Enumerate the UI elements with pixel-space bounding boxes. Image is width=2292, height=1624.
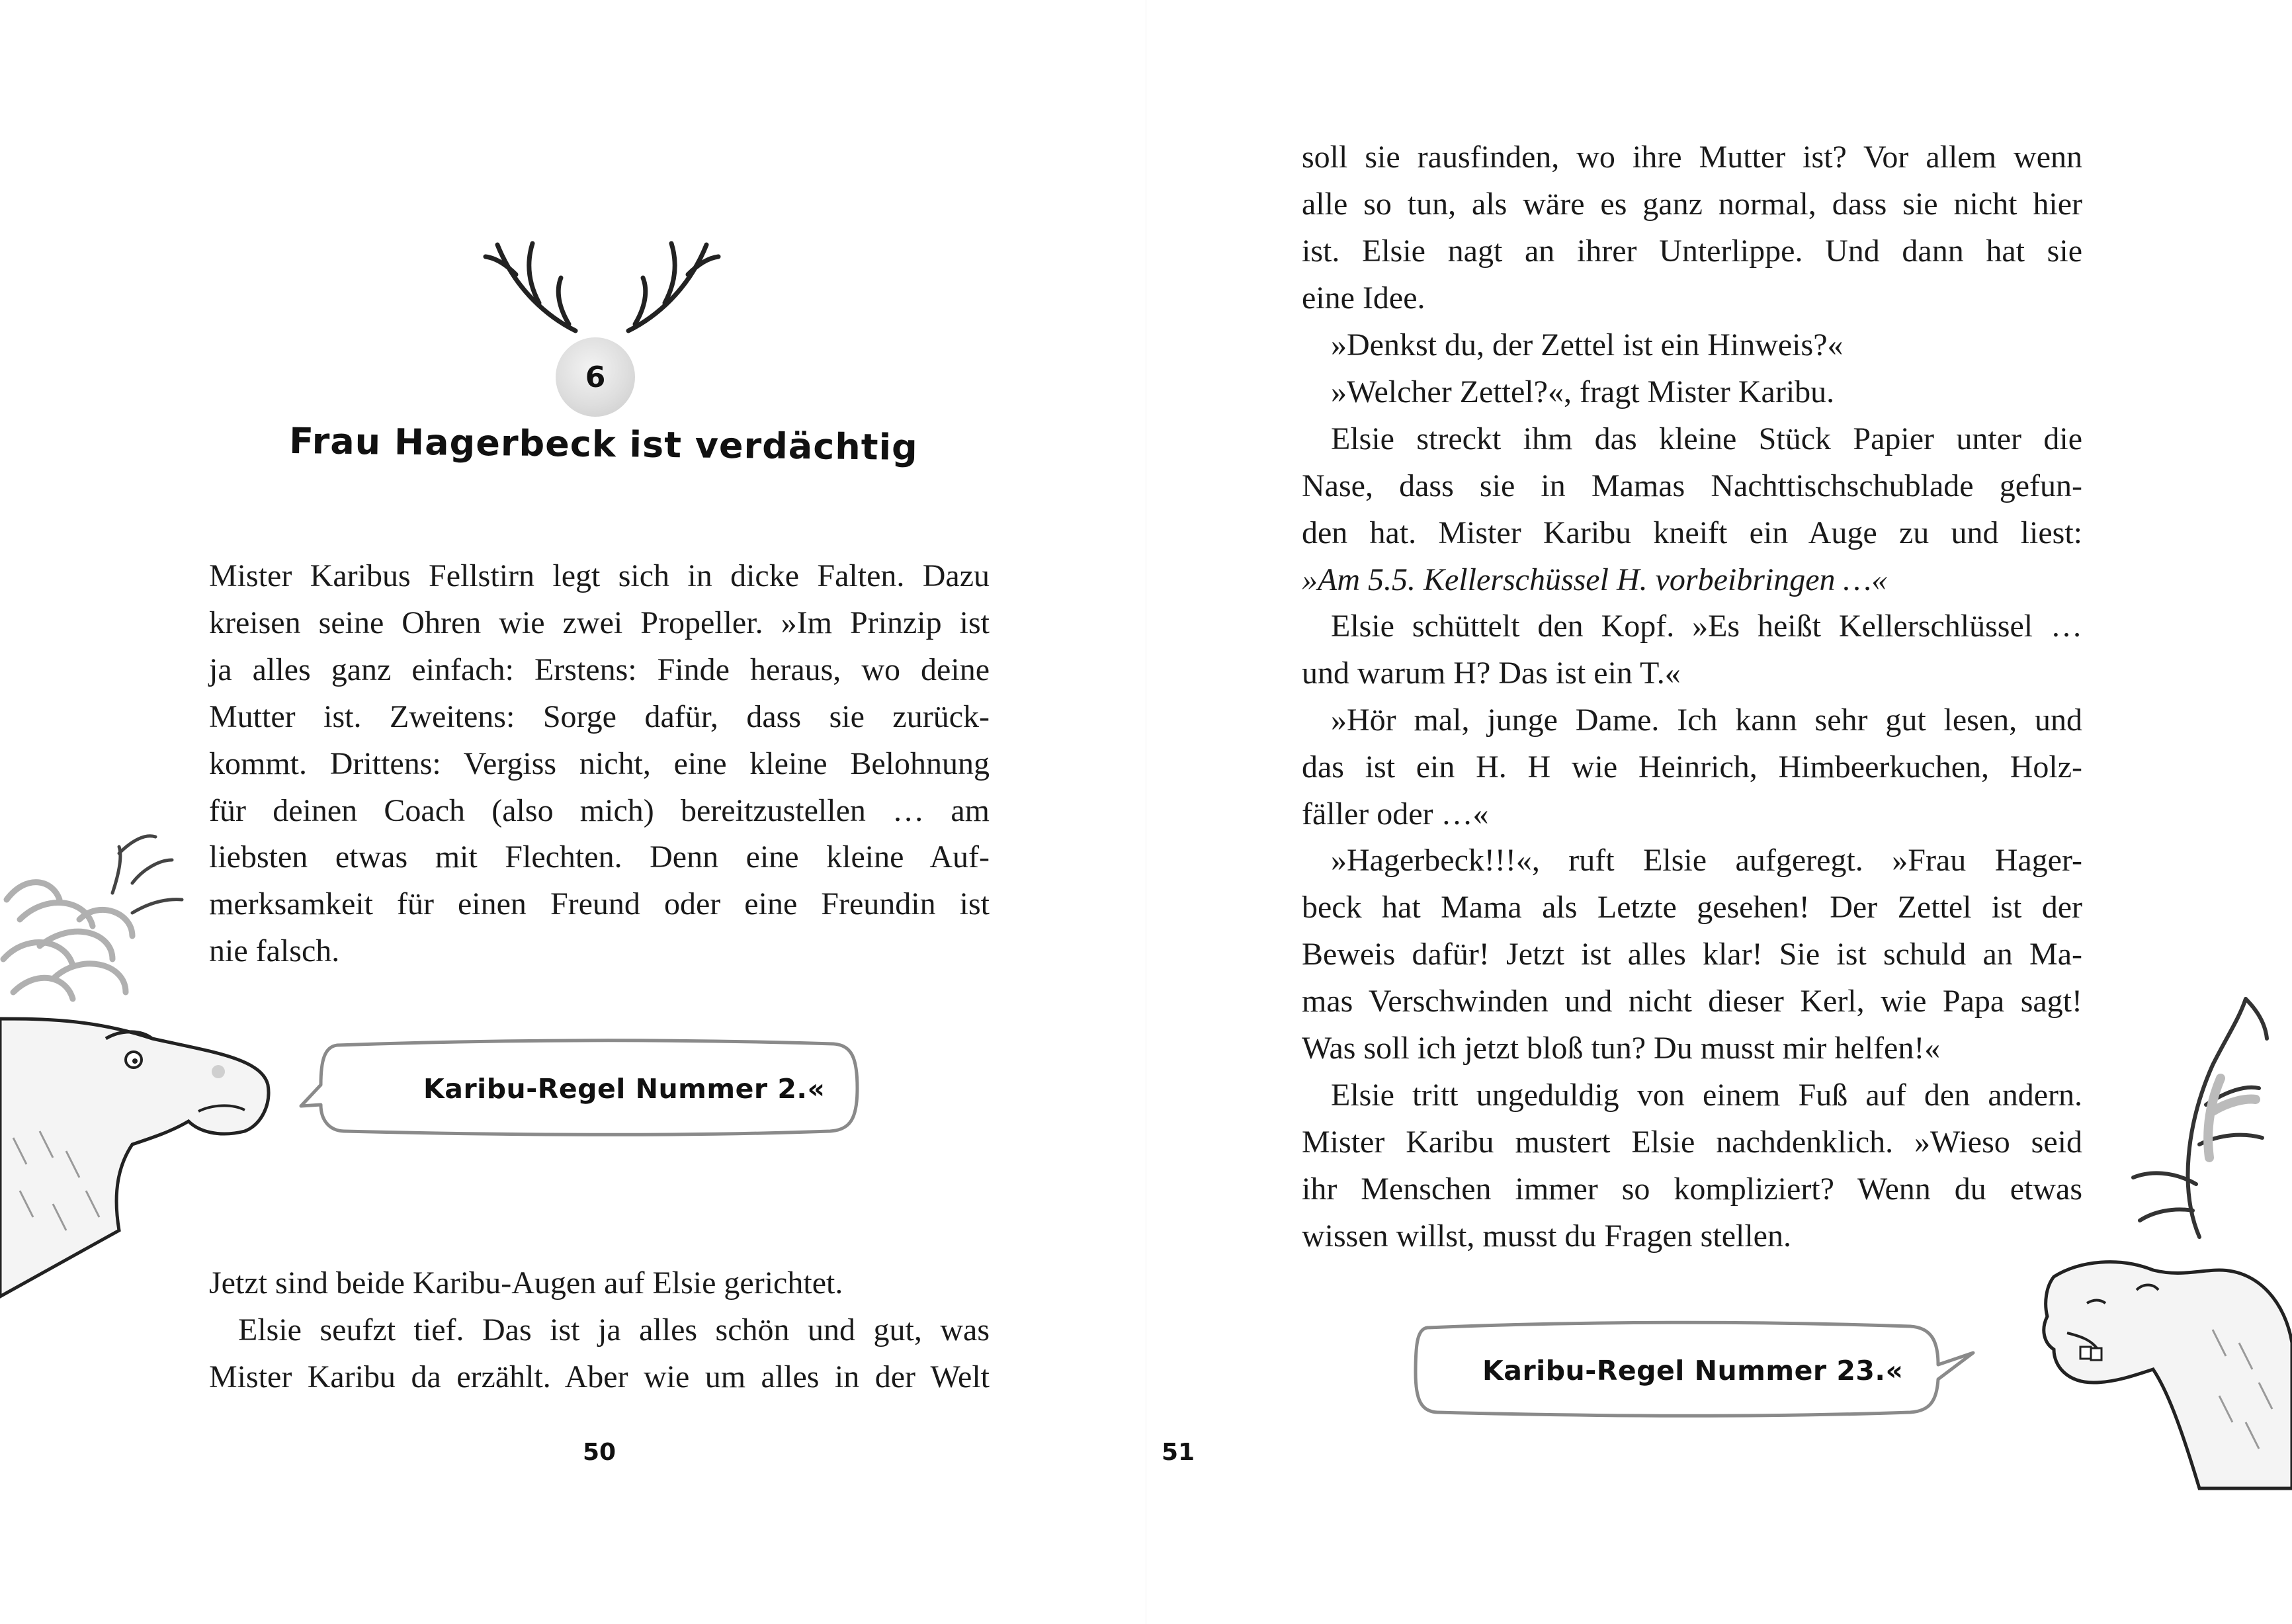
page-number: 51 [1161,1439,1195,1466]
text-line: Mister Karibu mustert Elsie nachdenklich. »Wieso seid [1302,1124,2082,1160]
text-line: »Hagerbeck!!!«, ruft Elsie aufgeregt. »Frau Hager- [1331,843,2082,878]
rule-label: Karibu-Regel Nummer 2.« [423,1073,826,1105]
paragraph [1302,416,2082,604]
text-line: kreisen seine Ohren wie zwei Propeller. »Im Prinzip ist [209,605,990,640]
text-line: und warum H? Das ist ein T.« [1302,655,1681,691]
paragraph [209,1307,990,1401]
text-line: alle so tun, als wäre es ganz normal, dass sie nicht hier [1302,186,2082,222]
right-page [1146,0,2292,1624]
paragraph [209,553,990,975]
text-line: nie falsch. [209,933,340,969]
text-line: »Welcher Zettel?«, fragt Mister Karibu. [1331,374,1835,409]
text-line: für deinen Coach (also mich) bereitzustellen … am [209,792,990,828]
text-line [1302,557,2082,604]
text-line: Elsie seufzt tief. Das ist ja alles schön und gut, was [238,1312,990,1347]
text-line: den hat. Mister Karibu kneift ein Auge zu und liest: [1302,515,2082,550]
rule-label: Karibu-Regel Nummer 23.« [1482,1355,1904,1387]
text-line: Mutter ist. Zweitens: Sorge dafür, dass sie zurück- [209,699,990,734]
paragraph [1302,322,2082,369]
text-line: Jetzt sind beide Karibu-Augen auf Elsie gerichtet. [209,1265,843,1301]
paragraph [1302,697,2082,838]
text-line: Elsie tritt ungeduldig von einem Fuß auf den andern. [1331,1078,2082,1113]
text-line: beck hat Mama als Letzte gesehen! Der Zettel ist der [1302,889,2082,925]
text-line: Beweis dafür! Jetzt ist alles klar! Sie ist schuld an Ma- [1302,936,2082,972]
text-line: ist. Elsie nagt an ihrer Unterlippe. Und dann hat sie [1302,233,2082,269]
paragraph [1302,837,2082,1072]
text-line: fäller oder …« [1302,796,1489,832]
paragraph [1302,369,2082,416]
page-number: 50 [582,1439,616,1466]
text-line: »Hör mal, junge Dame. Ich kann sehr gut lesen, und [1331,703,2082,738]
text-line: das ist ein H. H wie Heinrich, Himbeerkuchen, Holz- [1302,749,2082,785]
text-line: Mister Karibus Fellstirn legt sich in dicke Falten. Dazu [209,558,990,593]
text-line: liebsten etwas mit Flechten. Denn eine kleine Auf- [209,839,990,875]
text-line: mas Verschwinden und nicht dieser Kerl, wie Papa sagt! [1302,983,2082,1019]
text-line: Was soll ich jetzt bloß tun? Du musst mir helfen!« [1302,1030,1941,1066]
text-line: ja alles ganz einfach: Erstens: Finde heraus, wo deine [209,652,990,687]
text-line: Elsie streckt ihm das kleine Stück Papier unter die [1331,421,2082,456]
text-line: Mister Karibu da erzählt. Aber wie um alles in der Welt [209,1359,990,1394]
text-line: merksamkeit für einen Freund oder eine Freundin ist [209,886,990,922]
text-line: »Denkst du, der Zettel ist ein Hinweis?« [1331,327,1844,363]
paragraph [1302,134,2082,322]
chapter-number: 6 [556,337,635,417]
text-line: soll sie rausfinden, wo ihre Mutter ist? Vor allem wenn [1302,140,2082,175]
paragraph [1302,1072,2082,1260]
text-line: Elsie schüttelt den Kopf. »Es heißt Kellerschlüssel … [1331,609,2082,644]
text-line: ihr Menschen immer so kompliziert? Wenn du etwas [1302,1171,2082,1207]
paragraph [209,1260,990,1307]
text-line: wissen willst, musst du Fragen stellen. [1302,1218,1791,1254]
caribu-illustration-left [0,820,284,1297]
text-line: eine Idee. [1302,280,1425,316]
caribu-illustration-right [1981,959,2292,1488]
chapter-title: Frau Hagerbeck ist verdächtig [288,420,919,468]
text-line: Nase, dass sie in Mamas Nachttischschublade gefun- [1302,468,2082,503]
text-line: kommt. Drittens: Vergiss nicht, eine kleine Belohnung [209,746,990,781]
paragraph [1302,603,2082,697]
note-quote: »Am 5.5. Kellerschüssel H. vorbeibringen …« [1302,562,1888,597]
antlers-icon [476,225,728,351]
